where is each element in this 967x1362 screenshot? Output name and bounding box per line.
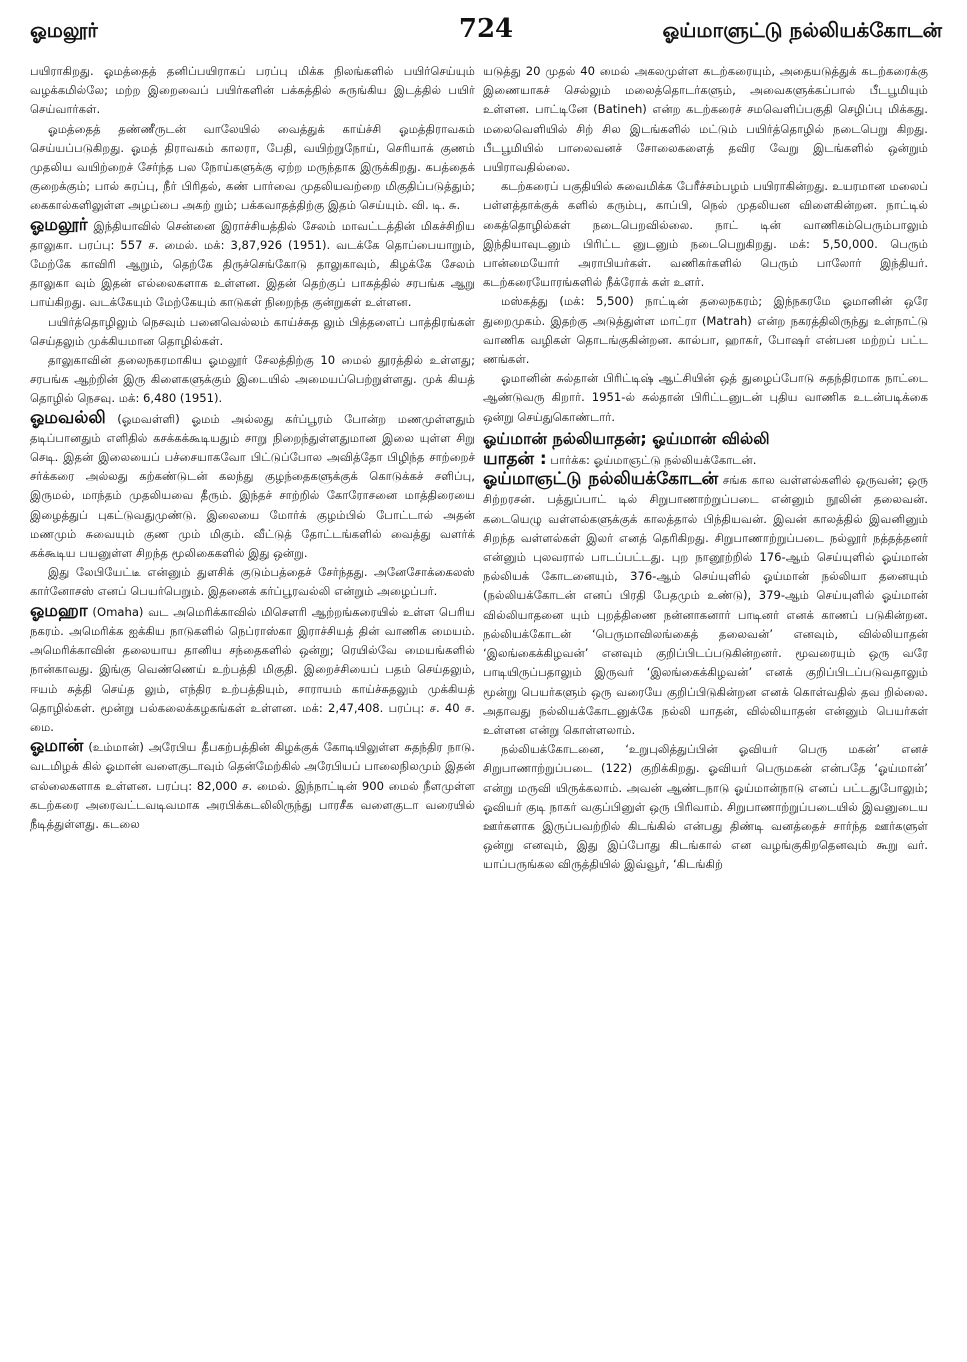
entry-headword: ஓமவல்லி [30,407,106,428]
body-text: (உம்மான்) அரேபிய தீபகற்பத்தின் கிழக்குக் கோடியிலுள்ள சுதந்திர நாடு. வடமிழக் கில் ஓமான் வளைகுடாவும் தென்மேற்கில் அரேபியப் பாலைநிலமும் இதன் எல்லைகளாக உள்ளன. பரப்பு: 82,000 ச. மைல். இந்நாட்டின் 900 மைல் நீளமுள்ள கடற்கரை அரைவட்டவடிவமாக அரபிக்கடலிலிருந்து பாரசீக வளைகுடா வரையில் நீடித்துள்ளது. கடலை [30,740,475,831]
paragraph [30,313,475,351]
running-head-left: ஓமலூர் [30,18,98,42]
body-text: ஓமானின் சுல்தான் பிரிட்டிஷ் ஆட்சியின் ஒத் துழைப்போடு சுதந்திரமாக நாட்டை ஆண்டுவரு கிறார். 1951-ல் சுல்தான் பிரிட்டனுடன் புதிய வாணிக உடன்படிக்கை ஒன்று செய்துகொண்டார். [483,371,928,424]
paragraph [483,740,928,874]
running-head-right: ஓய்மாளுட்டு நல்லியக்கோடன் [662,18,942,42]
entry-headword: யாதன் : [483,449,547,470]
body-text: இந்தியாவில் சென்னை இராச்சியத்தில் சேலம் மாவட்டத்தின் மிகச்சிறிய தாலுகா. பரப்பு: 557 ச. மைல். மக்: 3,87,926 (1951). வடக்கே தொப்பையாறும், மேற்கே காவிரி ஆறும், தெற்கே திருச்செங்கோடு தாலுகாவும், கிழக்கே சேலம் தாலுகா வும் இதன் எல்லைகளாக உள்ளன. இதன் தெற்குப் பாகத்தில் சரபங்க ஆறு பாய்கிறது. வடக்கேயும் மேற்கேயும் காடுகள் நிறைந்த குன்றுகள் உள்ளன. [30,218,475,310]
left-column [30,62,475,1352]
paragraph [483,62,928,177]
subheading: ஓய்மான் நல்லியாதன்; ஓய்மான் வில்லி [483,428,770,448]
body-text: இது லேபியேட்டீ என்னும் துளசிக் குடும்பத்தைச் சேர்ந்தது. அனேசோக்கைலஸ் கார்னோசஸ் எனப் பெயர்பெறும். இதனைக் கர்ப்பூரவல்லி என்றும் அழைப்பர். [30,565,475,599]
page-header [30,14,942,48]
body-text: நல்லியக்கோடனை, ‘உறுபுலித்துப்பின் ஓவியர் பெரு மகன்’ எனச் சிறுபாணாற்றுப்படை (122) குறிக்கிறது. ஓவியர் பெருமகன் என்பதே ‘ஓய்மான்’ என்று மருவி யிருக்கலாம். அவன் ஆண்டநாடு ஓய்மான்நாடு எனப் பட்டதுபோலும்; ஓவியர் குடி நாகர் வகுப்பினுள் ஒரு பிரிவாம். சிறுபாணாற்றுப்படையில் இவனுடைய ஊர்களாக இருப்பவற்றில் கிடங்கில் என்பது திண்டி வனத்தைச் சார்ந்த ஊர்களுள் ஒன்று எனவும், இது இப்போது கிடங்கால் என வழங்குகிறதெனவும் கூறு வர். யாப்பருங்கல விருத்தியில் இவ்வூர், ‘கிடங்கிற் [483,742,928,872]
body-text: மஸ்கத்து (மக்: 5,500) நாட்டின் தலைநகரம்; இந்நகரமே ஓமானின் ஒரே துறைமுகம். இதற்கு அடுத்துள்ள மாட்ரா (Matrah) என்ற நகரத்திலிருந்து உள்நாட்டு வாணிக வழிகள் தொடங்குகின்றன. கால்பா, ஹாகர், போஷர் என்பன மற்றப் பட்ட ணங்கள். [483,294,928,367]
entry-paragraph [30,409,475,564]
body-text: (ஓமவள்ளி) ஓமம் அல்லது கர்ப்பூரம் போன்ற மணமுள்ளதும் தடிப்பானதும் எளிதில் கசக்கக்கூடியதும் சாறு நிறைந்துள்ளதுமான இலை யுள்ள சிறு செடி. இதன் இலையைப் பச்சையாகவோ பிட்டுப்போல அவித்தோ பிழிந்த சாற்றைச் சர்க்கரை அல்லது கற்கண்டுடன் கலந்து குழந்தைகளுக்குக் கொடுக்கச் சளிப்பு, இருமல், மாந்தம் முதலியவை தீரும். இந்தச் சாற்றில் கோரோசனை மாத்திரையை இழைத்துப் புகட்டுவதுமுண்டு. இலையை மோர்க் குழம்பில் போட்டால் அதன் மணமும் சுவையும் குண மும் மிகும். வீட்டுத் தோட்டங்களில் வைத்து வளர்க் கக்கூடிய பயனுள்ள சிறந்த மூலிகைகளில் இது ஒன்று. [30,411,475,561]
body-text: பார்க்க: ஓய்மாஞட்டு நல்லியக்கோடன். [550,453,757,468]
page-number: 724 [458,14,514,44]
entry-paragraph [30,602,475,737]
right-column [483,62,928,1352]
entry-paragraph [483,470,928,740]
paragraph [483,177,928,292]
entry-headword: ஓமலூர் [30,214,88,235]
paragraph [30,62,475,120]
body-text: பயிர்த்தொழிலும் நெசவும் பனைவெல்லம் காய்ச்சுத லும் பித்தளைப் பாத்திரங்கள் செய்தலும் முக்கியமான தொழில்கள். [30,314,475,348]
body-text: சங்க கால வள்ளல்களில் ஒருவன்; ஒரு சிற்றரசன். பத்துப்பாட் டில் சிறுபாணாற்றுப்படை என்னும் நூலின் தலைவன். கடையெழு வள்ளல்களுக்குக் காலத்தால் பிந்தியவன். இவன் காலத்தில் இவனினும் சிறந்த வள்ளல்கள் இலர் எனத் தெரிகிறது. சிறுபாணாற்றுப்படை நல்லூர் நத்தத்தனர் என்னும் புலவரால் பாடப்பட்டது. புற நானூற்றில் 176-ஆம் செய்யுளில் ஓய்மான் நல்லியக் கோடனையும், 376-ஆம் செய்யுளில் ஓய்மான் நல்லியா தனையும் (நல்லியக்கோடன் எனப் பிரதி பேதமும் உண்டு), 379-ஆம் செய்யுளில் ஓய்மான் வில்லியாதனை யும் புறத்திணை நன்னாகனார் பாடினர் எனக் காணப் படுகின்றன. நல்லியக்கோடன் ‘பெருமாவிலங்கைத் தலைவன்’ எனவும், வில்லியாதன் ‘இலங்கைக்கிழவன்’ எனவும் குறிப்பிடப்படுகின்றனர். மூவரையும் ஒரு வரே பாடியிருப்பதாலும் இருவர் ‘இலங்கைக்கிழவன்’ எனக் குறிப்பிடப்படுவதாலும் மூன்று பெயர்களும் ஒரு வரையே குறிப்பிடுகின்றன எனக் கொள்வதில் தவ றில்லை. அதாவது நல்லியக்கோடனுக்கே நல்லி யாதன், வில்லியாதன் என்னும் பெயர்கள் உள்ளன என்று கொள்ளலாம். [483,473,928,737]
paragraph [30,120,475,216]
body-text: (Omaha) வட அமெரிக்காவில் மிசௌரி ஆற்றங்கரையில் உள்ள பெரிய நகரம். அமெரிக்க ஐக்கிய நாடுகளில் நெப்ராஸ்கா இராச்சியத் தின் வாணிக மையம். அமெரிக்காவின் தலையாய தானிய சந்தைகளில் ஒன்று; ரெயில்வே மையங்களில் நான்காவது. இங்கு வெண்ணெய் உற்பத்தி மிகுதி. இறைச்சியைப் பதம் செய்தலும், ஈயம் சுத்தி செய்த லும், எந்திர உற்பத்தியும், சாராயம் காய்ச்சுதலும் முக்கியத் தொழில்கள். மூன்று பல்கலைக்கழகங்கள் உள்ளன. மக்: 2,47,408. பரப்பு: ச. 40 ச. மை. [30,604,475,734]
paragraph [483,369,928,427]
entry-headword: ஓமான் [30,736,84,757]
body-text: தாலுகாவின் தலைநகரமாகிய ஓமலூர் சேலத்திற்கு 10 மைல் தூரத்தில் உள்ளது; சரபங்க ஆற்றின் இரு கிளைகளுக்கும் இடையில் அமையப்பெற்றுள்ளது. முக் கியத் தொழில் நெசவு. மக்: 6,480 (1951). [30,353,475,406]
paragraph [30,563,475,601]
body-text: யடுத்து 20 முதல் 40 மைல் அகலமுள்ள கடற்கரையும், அதையடுத்துக் கடற்கரைக்கு இணையாகச் செல்லும் மலைத்தொடர்களும், அவைகளுக்கப்பால் பீடபூமியும் உள்ளன. பாட்டினே (Batineh) என்ற கடற்கரைச் சமவெளிப்பகுதி செழிப்பு மிக்கது. மலைவெளியில் சிற் சில இடங்களில் மட்டும் பயிர்த்தொழில் நடைபெறு கிறது. பீடபூமியில் பாலைவனச் சோலைகளைத் தவிர வேறு இடங்களில் ஒன்றும் பயிராவதில்லை. [483,64,928,175]
entry-paragraph [483,450,928,470]
entry-paragraph [30,216,475,313]
paragraph [483,292,928,369]
paragraph [30,351,475,409]
body-text: ஓமத்தைத் தண்ணீருடன் வாலேயில் வைத்துக் காய்ச்சி ஓமத்திராவகம் செய்யப்படுகிறது. ஓமத் திராவகம் காலரா, பேதி, வயிற்றுநோய், செரியாக் குணம் முதலிய வயிற்றைச் சேர்ந்த பல நோய்களுக்கு ஏற்ற மருந்தாக இருக்கிறது. கபத்தைக் குறைக்கும்; பால் சுரப்பு, நீர் பிரிதல், கண் பார்வை முதலியவற்றை மிகுதிப்படுத்தும்; கைகால்களிலுள்ள அழப்பை அகற் றும்; பக்கவாதத்திற்கு இதம் செய்யும். வி. டி. சு. [30,121,475,213]
entry-paragraph [30,737,475,834]
entry-headword: ஓமஹா [30,600,88,621]
body-text: கடற்கரைப் பகுதியில் சுவைமிக்க பேரீச்சம்பழம் பயிராகின்றது. உயரமான மலைப் பள்ளத்தாக்குக் களில் கரும்பு, காப்பி, நெல் முதலியன விளைகின்றன. நாட்டில் கைத்தொழில்கள் நடைபெறவில்லை. நாட் டின் வாணிகம்பெரும்பாலும் இந்தியாவுடனும் பிரிட்ட னுடனும் நடைபெறுகிறது. மக்: 5,50,000. பெரும் பான்மையோர் அராபியர்கள். வணிகர்களில் பெரும் பாலோர் இந்தியர். கடற்கரையோரங்களில் நீக்ரோக் கள் உளர். [483,179,928,290]
entry-headword: ஓய்மாஞட்டு நல்லியக்கோடன் [483,469,719,490]
body-text: பயிராகிறது. ஓமத்தைத் தனிப்பயிராகப் பரப்பு மிக்க நிலங்களில் பயிர்செய்யும் வழக்கமில்லே; மற்ற இறைவைப் பயிர்களின் பக்கத்தில் சுருங்கிய இடத்தில் பயிர் செய்வார்கள். [30,64,475,117]
